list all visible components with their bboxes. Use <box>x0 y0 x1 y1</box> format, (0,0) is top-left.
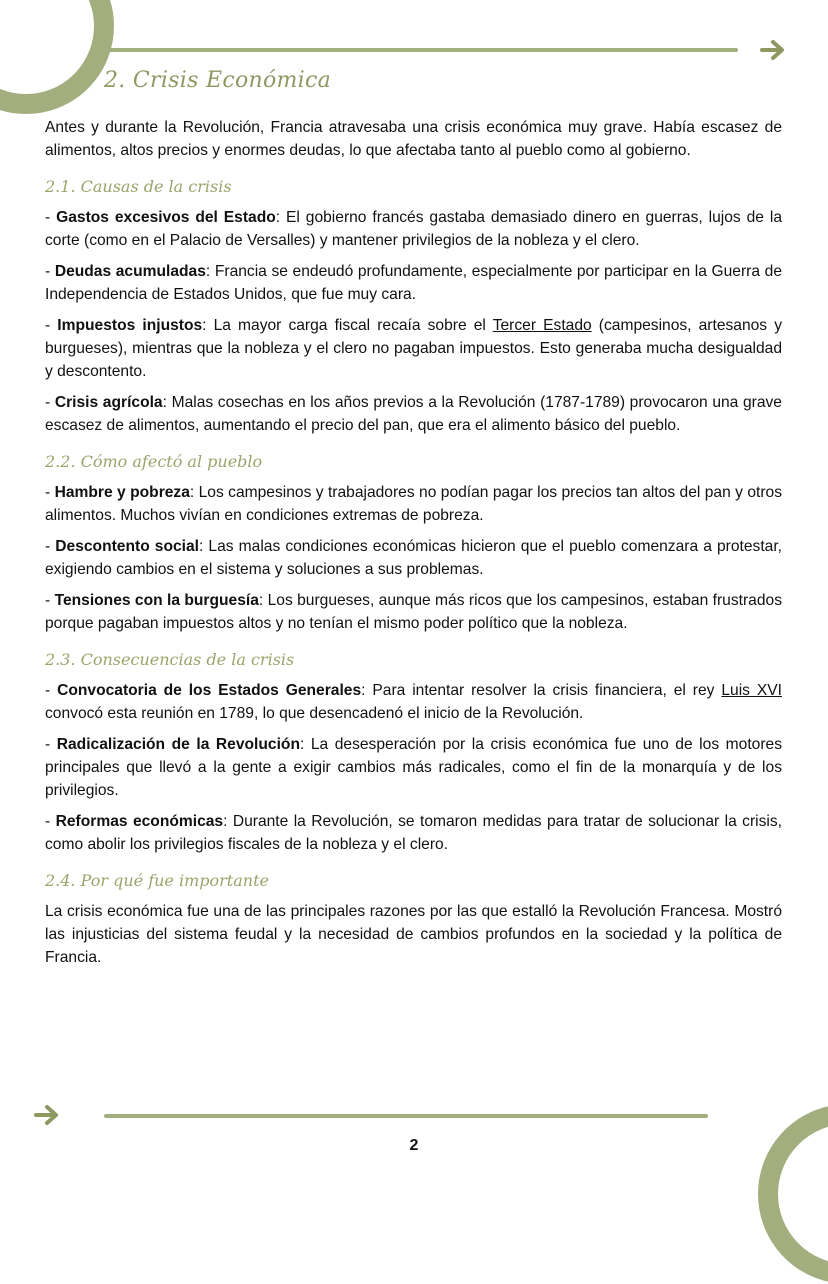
page-number: 2 <box>409 1137 419 1154</box>
section-heading-consecuencias: 2.3. Consecuencias de la crisis <box>45 650 295 669</box>
decorative-ring-top-left <box>0 0 114 114</box>
section-heading-causas: 2.1. Causas de la crisis <box>45 177 232 196</box>
item-term: Tensiones con la burguesía <box>54 592 259 609</box>
top-divider <box>104 48 738 52</box>
bottom-divider <box>104 1114 708 1118</box>
importancia-paragraph: La crisis económica fue una de las principales razones por las que estalló la Revolución Francesa. Mostró las injusticias del sistema feudal y la necesidad de cambios profundos en la sociedad y la política de Francia. <box>45 903 782 966</box>
arrow-right-icon <box>760 38 788 62</box>
intro-paragraph: Antes y durante la Revolución, Francia atravesaba una crisis económica muy grave. Había escasez de alimentos, altos precios y enormes deudas, lo que afectaba tanto al pueblo como al gobierno. <box>45 119 782 159</box>
item-term: Crisis agrícola <box>54 394 163 411</box>
tercer-estado-link[interactable]: Tercer Estado <box>492 317 592 334</box>
item-term: Convocatoria de los Estados Generales <box>57 682 362 699</box>
decorative-ring-bottom-right <box>758 1104 828 1284</box>
item-term: Radicalización de la Revolución <box>56 736 300 753</box>
item-term: Reformas económicas <box>55 813 224 830</box>
item-term: Deudas acumuladas <box>54 263 206 280</box>
document-body <box>45 116 782 977</box>
luis-xvi-link[interactable]: Luis XVI <box>721 682 782 699</box>
item-term: Hambre y pobreza <box>54 484 190 501</box>
list-item: - Hambre y pobreza: Los campesinos y trabajadores no podían pagar los precios tan altos del pan y otros alimentos. Muchos vivían en condiciones extremas de pobreza. <box>45 484 782 524</box>
arrow-right-icon <box>34 1103 62 1127</box>
section-heading-importancia: 2.4. Por qué fue importante <box>45 871 269 890</box>
list-item: - Convocatoria de los Estados Generales: Para intentar resolver la crisis financiera, el rey Luis XVI convocó esta reunión en 1789, lo que desencadenó el inicio de la Revolución. <box>45 682 782 722</box>
item-term: Descontento social <box>55 538 200 555</box>
list-item: - Gastos excesivos del Estado: El gobierno francés gastaba demasiado dinero en guerras, lujos de la corte (como en el Palacio de Versalles) y mantener privilegios de la nobleza y el clero. <box>45 209 782 249</box>
page-title: 2. Crisis Económica <box>104 68 332 93</box>
section-heading-pueblo: 2.2. Cómo afectó al pueblo <box>45 452 263 471</box>
list-item: - Crisis agrícola: Malas cosechas en los años previos a la Revolución (1787-1789) provocaron una grave escasez de alimentos, aumentando el precio del pan, que era el alimento básico del pueblo. <box>45 394 782 434</box>
item-term: Gastos excesivos del Estado <box>56 209 276 226</box>
list-item: - Radicalización de la Revolución: La desesperación por la crisis económica fue uno de los motores principales que llevó a la gente a exigir cambios más radicales, como el fin de la monarquía y de los privilegios. <box>45 736 782 799</box>
list-item: - Descontento social: Las malas condiciones económicas hicieron que el pueblo comenzara a protestar, exigiendo cambios en el sistema y soluciones a sus problemas. <box>45 538 782 578</box>
item-term: Impuestos injustos <box>57 317 203 334</box>
list-item: - Tensiones con la burguesía: Los burgueses, aunque más ricos que los campesinos, estaban frustrados porque pagaban impuestos altos y no tenían el mismo poder político que la nobleza. <box>45 592 782 632</box>
list-item: - Deudas acumuladas: Francia se endeudó profundamente, especialmente por participar en la Guerra de Independencia de Estados Unidos, que fue muy cara. <box>45 263 782 303</box>
list-item: - Impuestos injustos: La mayor carga fiscal recaía sobre el Tercer Estado (campesinos, artesanos y burgueses), mientras que la nobleza y el clero no pagaban impuestos. Esto generaba mucha desigualdad y descontento. <box>45 317 782 380</box>
list-item: - Reformas económicas: Durante la Revolución, se tomaron medidas para tratar de solucionar la crisis, como abolir los privilegios fiscales de la nobleza y el clero. <box>45 813 783 853</box>
